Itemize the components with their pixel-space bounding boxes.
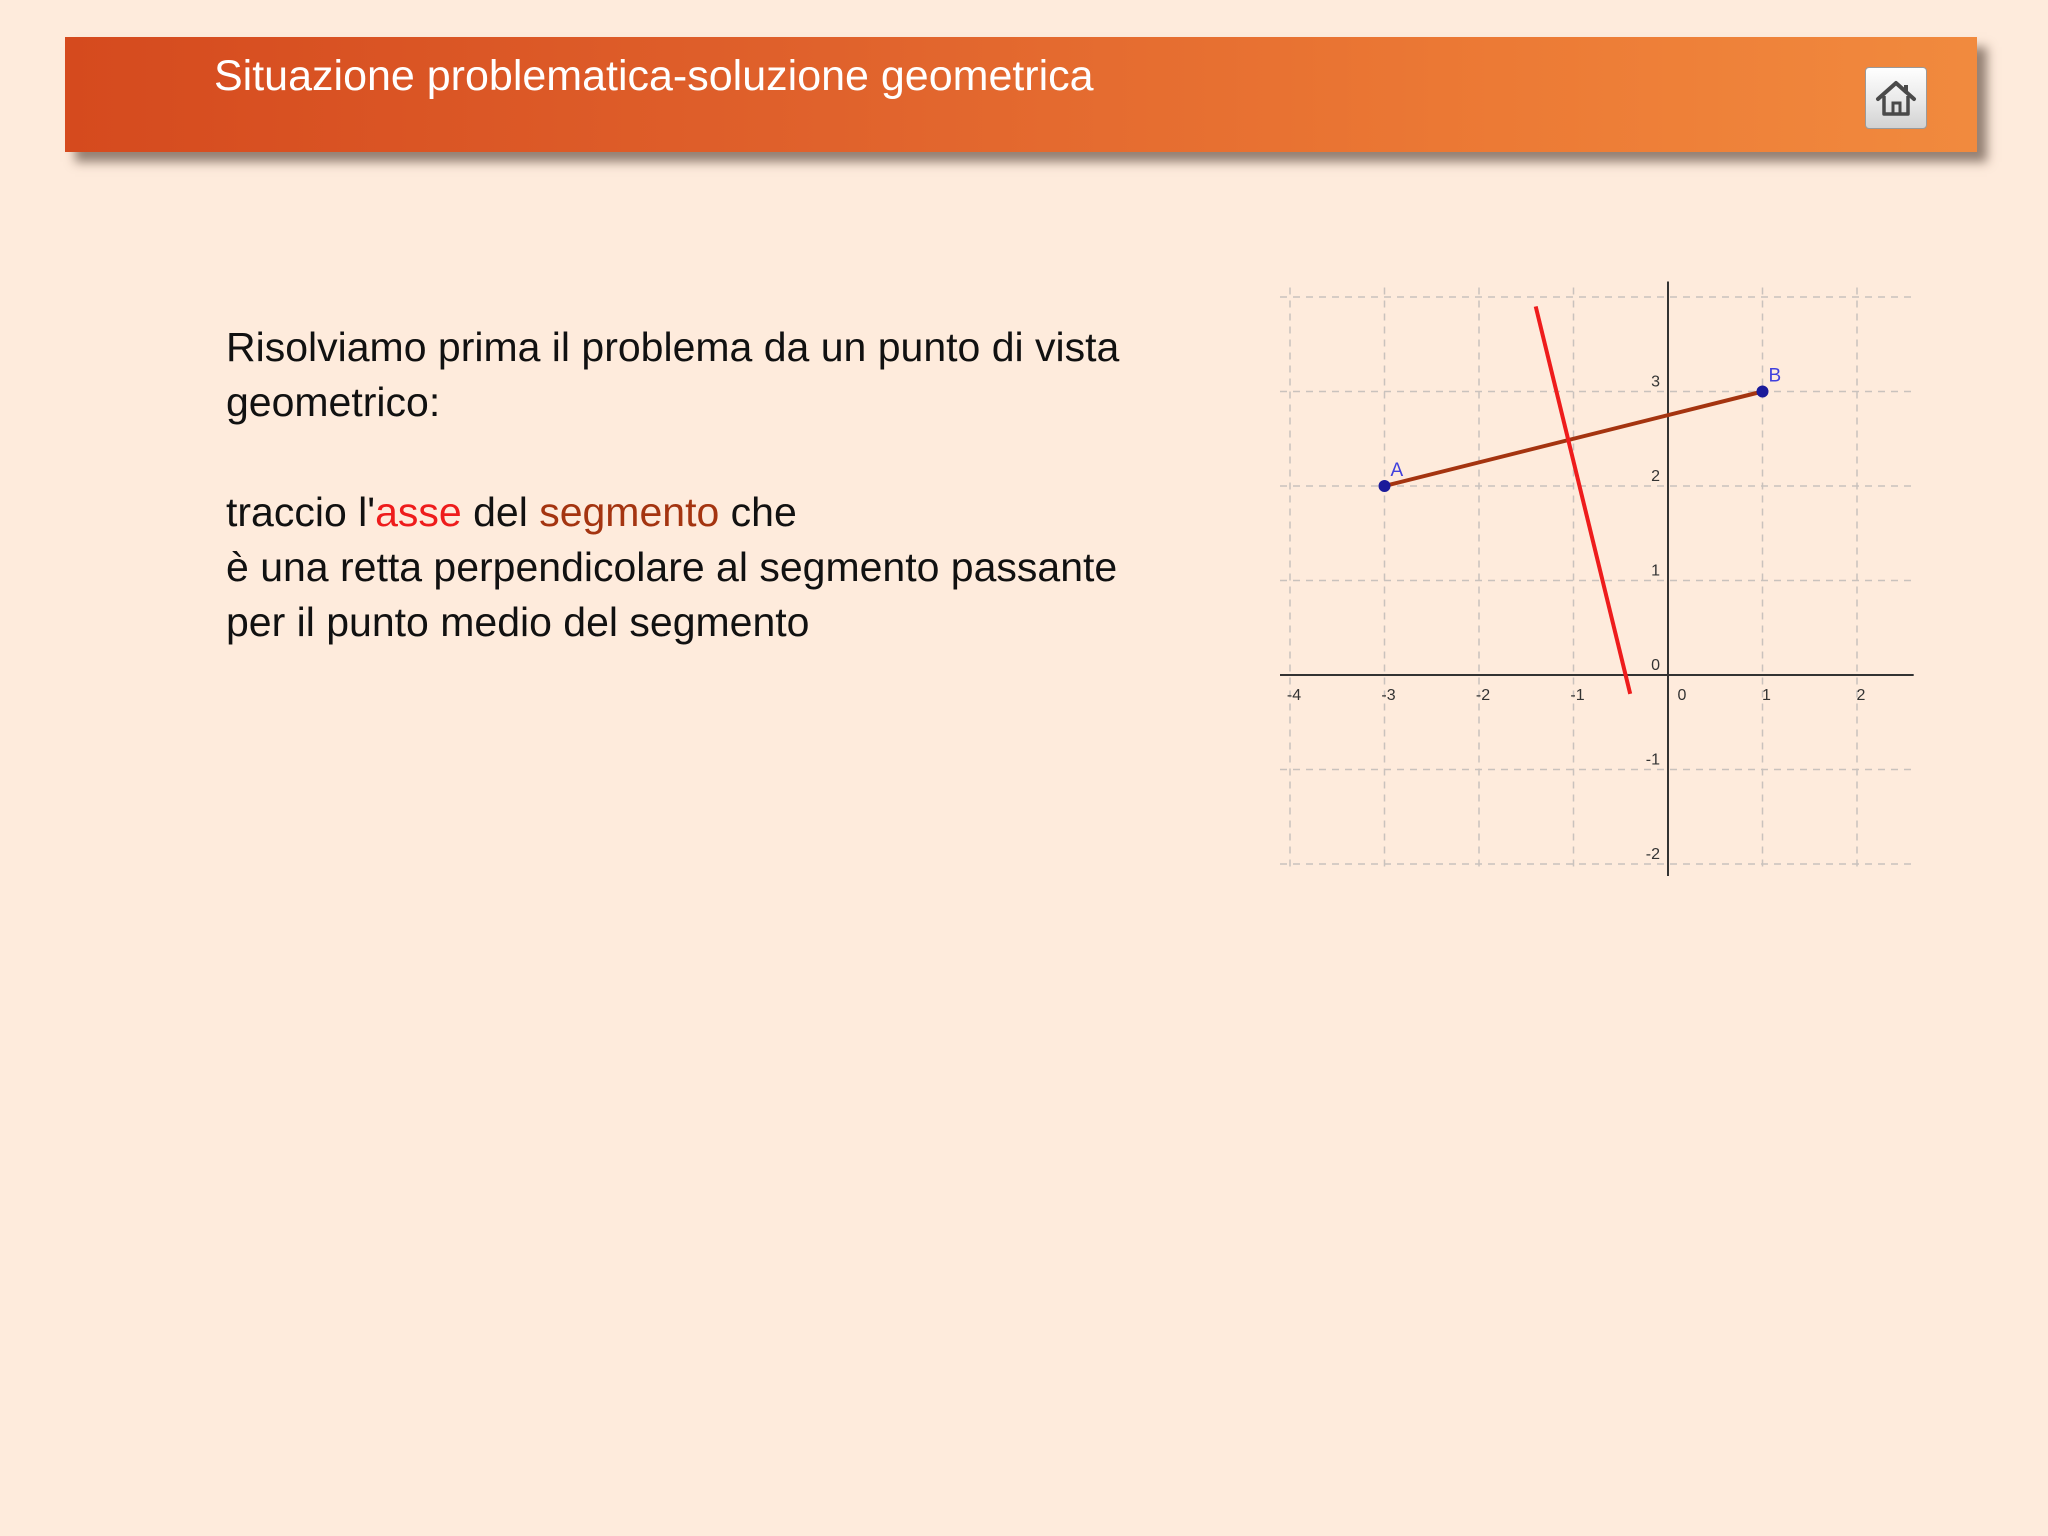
- x-tick-label: 1: [1762, 687, 1771, 704]
- explanation-text: [226, 320, 1266, 650]
- x-tick-label: -1: [1570, 687, 1585, 704]
- y-tick-label: 0: [1651, 657, 1660, 674]
- y-tick-label: -1: [1645, 751, 1660, 769]
- x-tick-label: 0: [1677, 687, 1687, 704]
- text-line: è una retta perpendicolare al segmento passante: [226, 544, 1118, 590]
- y-tick-label: -2: [1645, 846, 1660, 863]
- text-line: per il punto medio del segmento: [226, 599, 810, 645]
- y-tick-label: 2: [1651, 468, 1660, 485]
- keyword-asse: asse: [375, 489, 462, 535]
- text-line: geometrico:: [226, 379, 441, 425]
- point-label-a: A: [1390, 460, 1404, 481]
- page-title: Situazione problematica-soluzione geometrica: [214, 52, 1094, 100]
- home-icon: [1872, 74, 1920, 122]
- header-bar: [65, 37, 1977, 152]
- x-tick-label: 2: [1856, 687, 1866, 704]
- text-fragment: che: [719, 489, 797, 535]
- home-button[interactable]: [1865, 67, 1927, 129]
- geometry-graph: [1286, 280, 1925, 863]
- x-tick-label: -3: [1381, 687, 1396, 704]
- point-label-b: B: [1768, 365, 1782, 387]
- y-tick-label: 3: [1651, 373, 1660, 391]
- text-line: Risolviamo prima il problema da un punto di vista: [226, 324, 1120, 370]
- x-tick-label: -2: [1475, 687, 1491, 704]
- y-tick-label: 1: [1651, 562, 1660, 580]
- text-line: [226, 485, 1266, 540]
- point-b: [1757, 386, 1769, 398]
- point-a: [1379, 480, 1391, 492]
- text-fragment: del: [461, 489, 540, 535]
- text-fragment: traccio l': [226, 489, 376, 535]
- x-tick-label: -4: [1286, 687, 1302, 704]
- keyword-segmento: segmento: [539, 489, 720, 535]
- perpendicular-bisector: [1536, 306, 1631, 693]
